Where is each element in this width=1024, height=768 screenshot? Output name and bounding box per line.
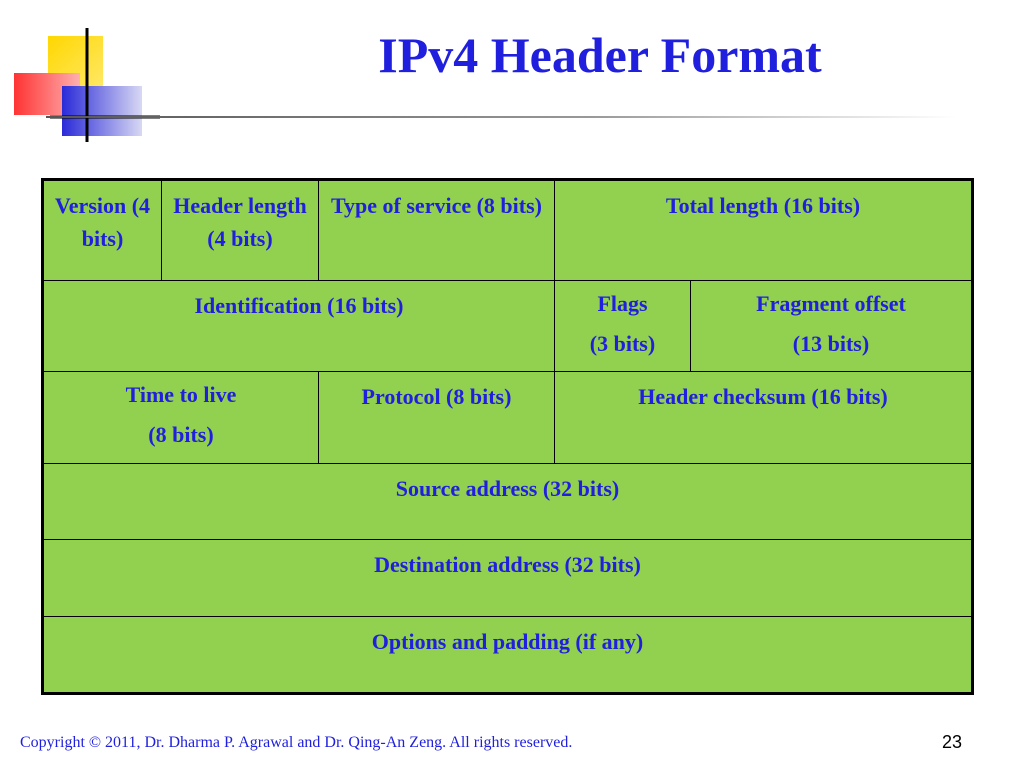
ttl-size: (8 bits) bbox=[148, 422, 214, 447]
fragment-offset-size: (13 bits) bbox=[792, 331, 870, 356]
title-divider bbox=[46, 116, 956, 118]
cell-header-length: Header length (4 bits) bbox=[162, 180, 319, 281]
cell-type-of-service: Type of service (8 bits) bbox=[319, 180, 555, 281]
cell-time-to-live bbox=[43, 372, 319, 464]
cell-protocol: Protocol (8 bits) bbox=[319, 372, 555, 464]
slide-number: 23 bbox=[941, 732, 962, 752]
table-row bbox=[43, 617, 973, 694]
table-row bbox=[43, 540, 973, 617]
cell-destination-address: Destination address (32 bits) bbox=[43, 540, 973, 617]
cell-options-padding: Options and padding (if any) bbox=[43, 617, 973, 694]
table-row bbox=[43, 464, 973, 540]
ttl-label: Time to live bbox=[125, 382, 237, 407]
table-row bbox=[43, 281, 973, 372]
cell-flags bbox=[555, 281, 691, 372]
cell-identification: Identification (16 bits) bbox=[43, 281, 555, 372]
copyright-footer: Copyright © 2011, Dr. Dharma P. Agrawal and Dr. Qing-An Zeng. All rights reserved. bbox=[20, 734, 573, 751]
ipv4-header-table bbox=[41, 178, 974, 695]
cell-version: Version (4 bits) bbox=[43, 180, 162, 281]
slide-title: IPv4 Header Format bbox=[378, 27, 822, 83]
fragment-offset-label: Fragment offset bbox=[756, 291, 906, 316]
cell-fragment-offset bbox=[691, 281, 973, 372]
cell-header-checksum: Header checksum (16 bits) bbox=[555, 372, 973, 464]
slide-logo bbox=[0, 0, 160, 150]
logo-blue-square bbox=[62, 86, 142, 136]
flags-size: (3 bits) bbox=[589, 331, 656, 356]
cell-source-address: Source address (32 bits) bbox=[43, 464, 973, 540]
table-row bbox=[43, 180, 973, 281]
cell-total-length: Total length (16 bits) bbox=[555, 180, 973, 281]
table-row bbox=[43, 372, 973, 464]
flags-label: Flags bbox=[597, 291, 648, 316]
